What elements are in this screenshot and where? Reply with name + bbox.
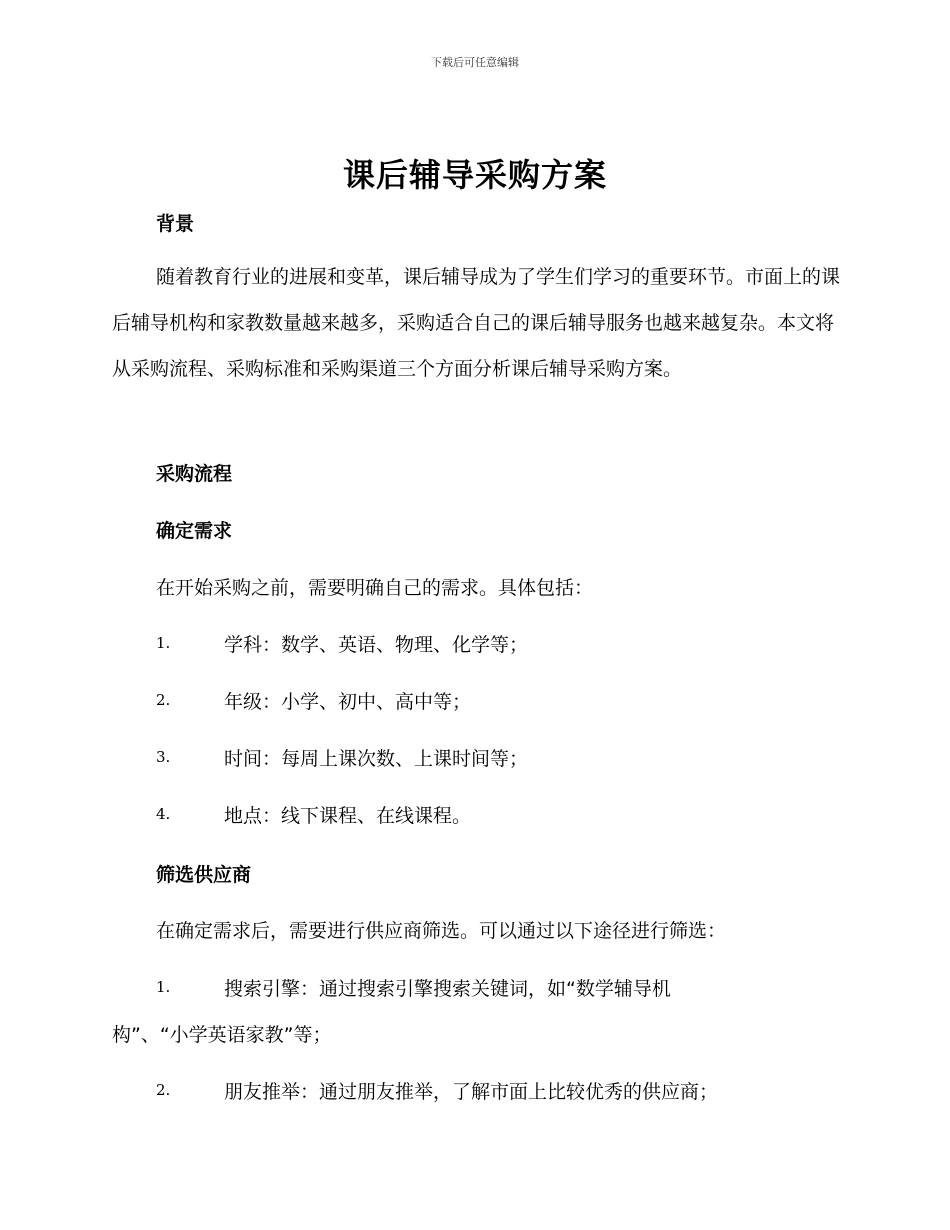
list-item-number: 2. bbox=[156, 691, 171, 709]
list-item-text: 朋友推举：通过朋友推举，了解市面上比较优秀的供应商； bbox=[224, 1081, 719, 1103]
list-item-number: 1. bbox=[156, 634, 171, 652]
list-item-number: 2. bbox=[156, 1081, 171, 1099]
heading-screen-suppliers: 筛选供应商 bbox=[156, 864, 252, 886]
paragraph-background: 随着教育行业的进展和变革，课后辅导成为了学生们学习的重要环节。市面上的课后辅导机构和家教数量越来越多，采购适合自己的课后辅导服务也越来越复杂。本文将从采购流程、采购标准和采购渠道三个方面分析课后辅导采购方案。 bbox=[112, 266, 841, 380]
header-note: 下载后可任意编辑 bbox=[431, 56, 519, 69]
list-item-text: 搜索引擎：通过搜索引擎搜索关键词，如“数学辅导机 bbox=[224, 978, 671, 1000]
heading-determine-needs: 确定需求 bbox=[156, 520, 233, 542]
heading-background: 背景 bbox=[156, 213, 195, 235]
heading-procurement-process: 采购流程 bbox=[156, 463, 233, 485]
paragraph-supplier-intro: 在确定需求后，需要进行供应商筛选。可以通过以下途径进行筛选： bbox=[156, 920, 727, 942]
list-item-continuation: 构”、“小学英语家教”等； bbox=[112, 1024, 332, 1046]
document-title: 课后辅导采购方案 bbox=[342, 156, 607, 194]
list-item-text: 地点：线下课程、在线课程。 bbox=[224, 805, 472, 827]
paragraph-needs-intro: 在开始采购之前，需要明确自己的需求。具体包括： bbox=[156, 577, 594, 599]
list-item-number: 1. bbox=[156, 978, 171, 996]
list-item-number: 3. bbox=[156, 748, 171, 766]
list-item-text: 时间：每周上课次数、上课时间等； bbox=[224, 748, 529, 770]
list-item-text: 学科：数学、英语、物理、化学等； bbox=[224, 634, 529, 656]
list-item-number: 4. bbox=[156, 805, 171, 823]
list-item-text: 年级：小学、初中、高中等； bbox=[224, 691, 472, 713]
